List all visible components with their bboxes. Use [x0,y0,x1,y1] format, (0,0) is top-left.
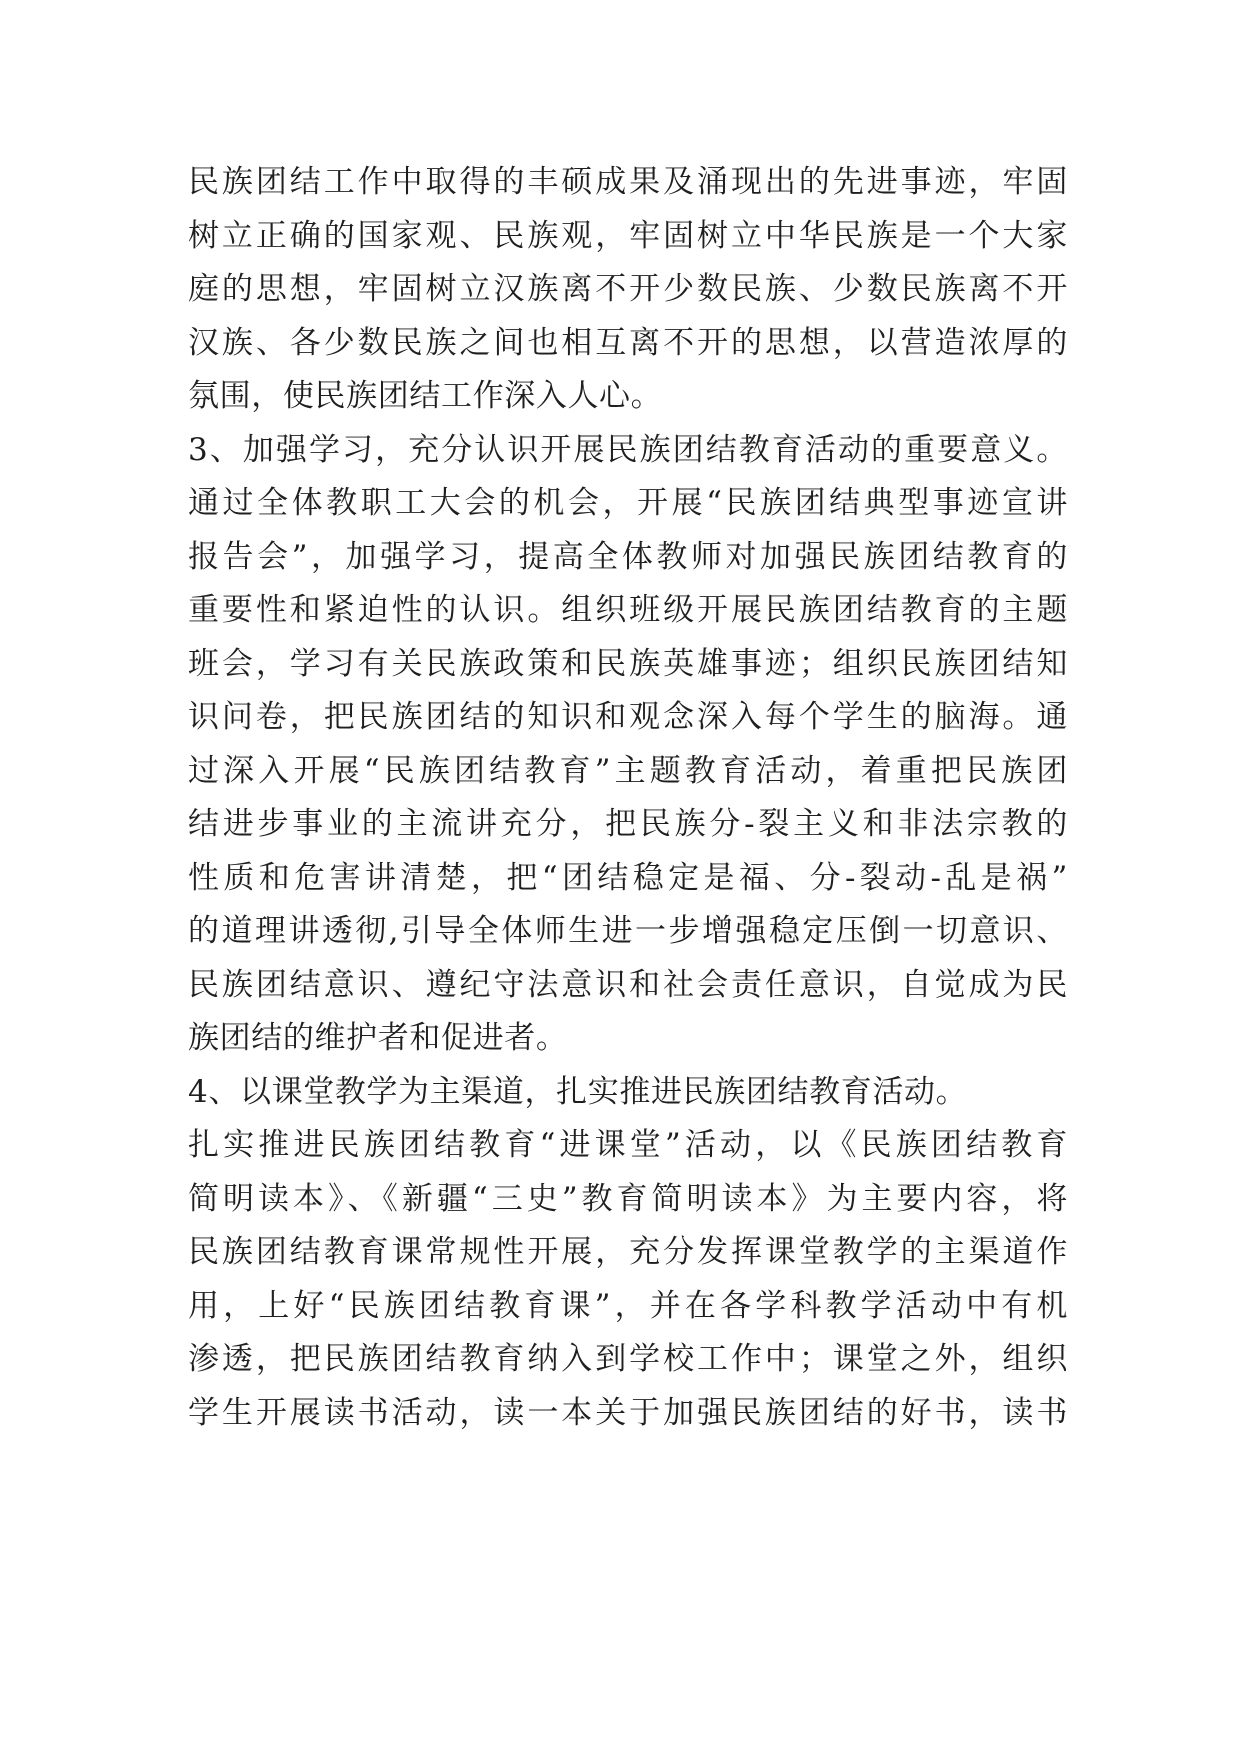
text-line: 民族团结教育课常规性开展，充分发挥课堂教学的主渠道作 [188,1234,1068,1270]
text-line: 班会，学习有关民族政策和民族英雄事迹；组织民族团结知 [188,645,1068,682]
text-line: 树立正确的国家观、民族观，牢固树立中华民族是一个大家 [188,217,1068,254]
text-line: 族团结的维护者和促进者。 [188,1020,568,1056]
text-line: 氛围，使民族团结工作深入人心。 [188,378,663,414]
text-line: 重要性和紧迫性的认识。组织班级开展民族团结教育的主题 [188,592,1068,628]
text-line: 结进步事业的主流讲充分，把民族分-裂主义和非法宗教的 [188,806,1068,842]
text-line: 用，上好“民族团结教育课”，并在各学科教学活动中有机 [188,1287,1068,1324]
text-line: 简明读本》、《新疆“三史”教育简明读本》为主要内容，将 [188,1180,1068,1217]
text-line: 过深入开展“民族团结教育”主题教育活动，着重把民族团 [188,752,1068,789]
text-line: 庭的思想，牢固树立汉族离不开少数民族、少数民族离不开 [188,271,1068,307]
text-line: 民族团结工作中取得的丰硕成果及涌现出的先进事迹，牢固 [188,164,1068,200]
document-body [188,156,1068,1440]
text-line: 通过全体教职工大会的机会，开展“民族团结典型事迹宣讲 [188,485,1068,521]
text-line: 扎实推进民族团结教育“进课堂”活动，以《民族团结教育 [188,1127,1068,1163]
text-line: 汉族、各少数民族之间也相互离不开的思想，以营造浓厚的 [188,324,1068,361]
text-line: 学生开展读书活动，读一本关于加强民族团结的好书，读书 [188,1394,1068,1431]
text-line: 的道理讲透彻,引导全体师生进一步增强稳定压倒一切意识、 [188,913,1068,949]
section-heading-3: 3、加强学习，充分认识开展民族团结教育活动的重要意义。 [188,431,1068,468]
text-line: 民族团结意识、遵纪守法意识和社会责任意识，自觉成为民 [188,966,1068,1003]
text-line: 报告会”，加强学习，提高全体教师对加强民族团结教育的 [188,538,1068,575]
section-heading-4: 4、以课堂教学为主渠道，扎实推进民族团结教育活动。 [188,1073,968,1110]
text-line: 识问卷，把民族团结的知识和观念深入每个学生的脑海。通 [188,699,1068,735]
text-line: 渗透，把民族团结教育纳入到学校工作中；课堂之外，组织 [188,1341,1068,1377]
text-line: 性质和危害讲清楚，把“团结稳定是福、分-裂动-乱是祸” [188,859,1068,896]
